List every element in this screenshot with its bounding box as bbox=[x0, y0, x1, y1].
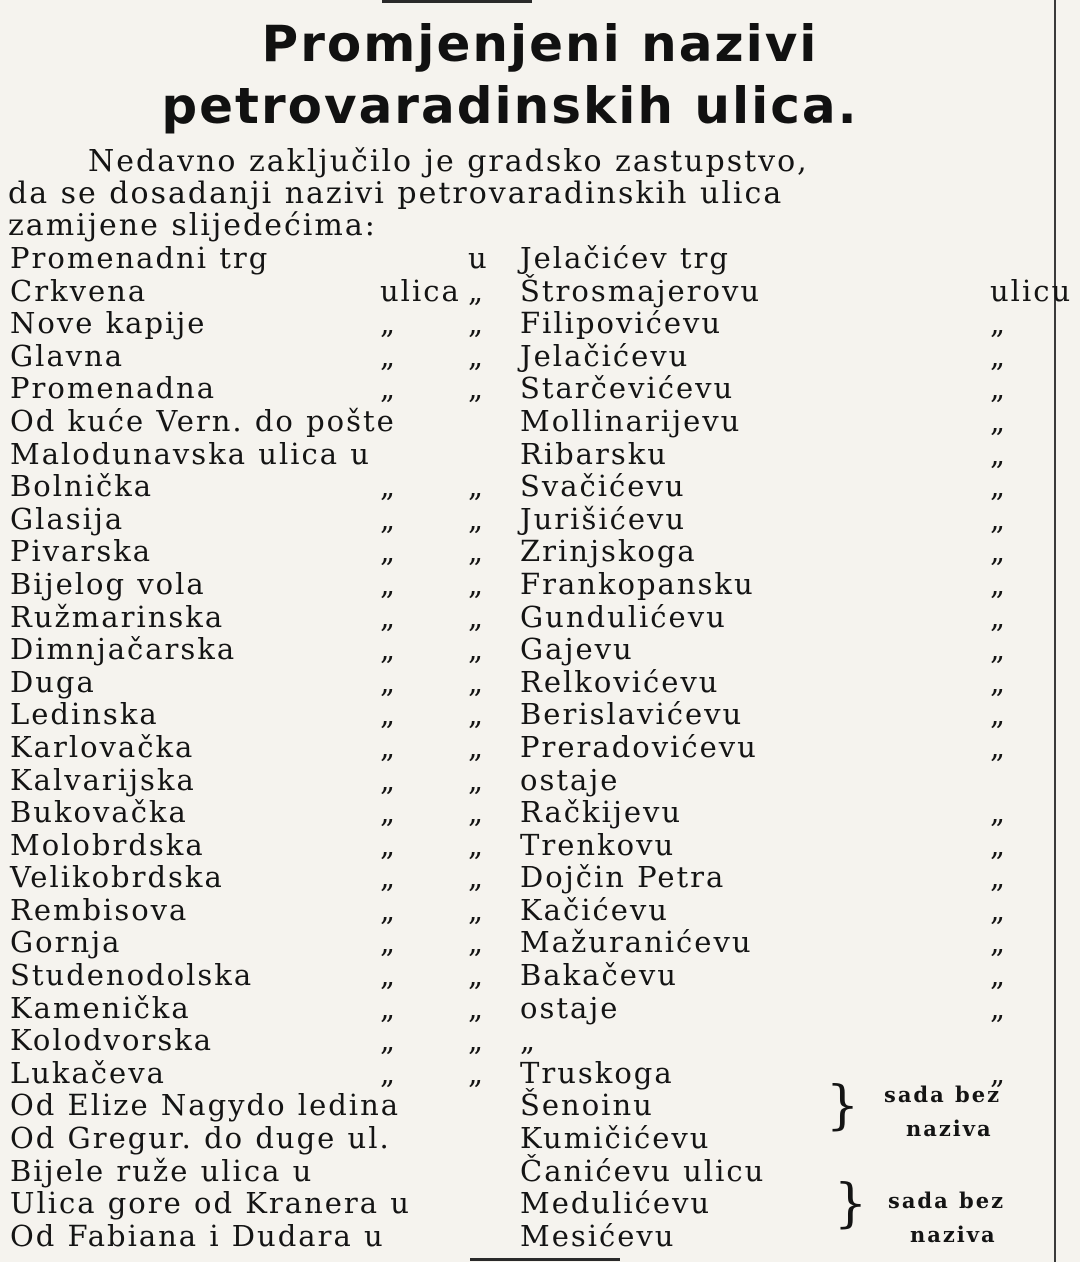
street-row bbox=[0, 405, 1054, 438]
new-name: Kačićevu bbox=[520, 892, 669, 927]
street-row bbox=[0, 861, 1054, 894]
street-row bbox=[0, 340, 1054, 373]
new-name: Mesićevu bbox=[520, 1218, 676, 1253]
old-name: Od Gregur. do duge ul. bbox=[10, 1121, 391, 1156]
old-name: Ulica gore od Kranera u bbox=[10, 1186, 411, 1221]
ditto-end: „ bbox=[990, 338, 1008, 373]
old-name: Bijele ruže ulica u bbox=[10, 1153, 314, 1188]
old-name: Karlovačka bbox=[10, 729, 195, 764]
old-name: Pivarska bbox=[10, 534, 153, 569]
ditto-2: „ bbox=[468, 697, 486, 732]
note-1-line-2: naziva bbox=[906, 1116, 993, 1141]
bottom-rule bbox=[470, 1258, 620, 1261]
old-name: Kalvarijska bbox=[10, 762, 196, 797]
old-name: Glavna bbox=[10, 338, 125, 373]
old-name: Glasija bbox=[10, 501, 125, 536]
ditto-1: „ bbox=[380, 892, 398, 927]
street-row bbox=[0, 438, 1054, 471]
old-name: Crkvena bbox=[10, 273, 148, 308]
new-name: Gundulićevu bbox=[520, 599, 727, 634]
new-name: Ribarsku bbox=[520, 436, 668, 471]
ditto-end: „ bbox=[990, 371, 1008, 406]
ditto-end: „ bbox=[990, 469, 1008, 504]
new-name: Račkijevu bbox=[520, 795, 683, 830]
street-row bbox=[0, 1155, 1054, 1188]
old-name: Promenadni trg bbox=[10, 241, 270, 275]
new-name: Medulićevu bbox=[520, 1186, 712, 1221]
street-row bbox=[0, 796, 1054, 829]
ditto-1: „ bbox=[380, 795, 398, 830]
street-row bbox=[0, 535, 1054, 568]
intro-line-2: da se dosadanji nazivi petrovaradinskih ulica bbox=[8, 176, 784, 211]
new-name: Preradovićevu bbox=[520, 729, 758, 764]
ditto-2: „ bbox=[468, 762, 486, 797]
note-1-line-1: sada bez bbox=[884, 1082, 1002, 1107]
old-name: Gornja bbox=[10, 925, 122, 960]
street-row bbox=[0, 959, 1054, 992]
ditto-1: „ bbox=[380, 501, 398, 536]
ditto-1: „ bbox=[380, 762, 398, 797]
old-name: Ružmarinska bbox=[10, 599, 225, 634]
old-name: Bijelog vola bbox=[10, 566, 206, 601]
ditto-1: ulica bbox=[380, 273, 461, 308]
headline-line-1: Promjenjeni nazivi bbox=[261, 15, 819, 73]
ditto-2: „ bbox=[468, 1055, 486, 1090]
new-name: Berislavićevu bbox=[520, 697, 744, 732]
old-name: Studenodolska bbox=[10, 958, 254, 993]
street-row bbox=[0, 698, 1054, 731]
street-row bbox=[0, 503, 1054, 536]
new-name: Dojčin Petra bbox=[520, 860, 726, 895]
street-row bbox=[0, 470, 1054, 503]
ditto-end: „ bbox=[990, 860, 1008, 895]
top-rule bbox=[382, 0, 532, 3]
brace-2: } bbox=[834, 1174, 868, 1234]
street-row bbox=[0, 633, 1054, 666]
note-2-line-1: sada bez bbox=[888, 1188, 1006, 1213]
ditto-2: „ bbox=[468, 469, 486, 504]
old-name: Kolodvorska bbox=[10, 1023, 214, 1058]
new-name: ostaje bbox=[520, 990, 620, 1025]
ditto-2: „ bbox=[468, 534, 486, 569]
old-name: Lukačeva bbox=[10, 1055, 166, 1090]
new-name: Čanićevu ulicu bbox=[520, 1153, 766, 1188]
street-row bbox=[0, 1220, 1054, 1253]
old-name: Malodunavska ulica u bbox=[10, 436, 371, 471]
ditto-end: „ bbox=[990, 729, 1008, 764]
ditto-2: „ bbox=[468, 958, 486, 993]
street-row bbox=[0, 926, 1054, 959]
ditto-2: „ bbox=[468, 632, 486, 667]
street-row bbox=[0, 1024, 1054, 1057]
ditto-1: „ bbox=[380, 469, 398, 504]
ditto-end: „ bbox=[990, 664, 1008, 699]
ditto-2: „ bbox=[468, 664, 486, 699]
ditto-end: „ bbox=[990, 566, 1008, 601]
old-name: Promenadna bbox=[10, 371, 216, 406]
ditto-end: „ bbox=[990, 1055, 1008, 1090]
ditto-end: „ bbox=[990, 534, 1008, 569]
ditto-2: „ bbox=[468, 827, 486, 862]
ditto-1: „ bbox=[380, 534, 398, 569]
new-name: Filipovićevu bbox=[520, 306, 723, 341]
ditto-end: „ bbox=[990, 892, 1008, 927]
street-row bbox=[0, 764, 1054, 797]
street-row bbox=[0, 829, 1054, 862]
ditto-end: „ bbox=[990, 697, 1008, 732]
ditto-end: „ bbox=[990, 436, 1008, 471]
ditto-2: „ bbox=[468, 990, 486, 1025]
ditto-end: „ bbox=[990, 501, 1008, 536]
note-2-line-2: naziva bbox=[910, 1222, 997, 1247]
old-name: Velikobrdska bbox=[10, 860, 224, 895]
old-name: Rembisova bbox=[10, 892, 189, 927]
new-name: Starčevićevu bbox=[520, 371, 735, 406]
ditto-1: „ bbox=[380, 632, 398, 667]
ditto-1: „ bbox=[380, 338, 398, 373]
ditto-2: „ bbox=[468, 273, 486, 308]
ditto-1: „ bbox=[380, 697, 398, 732]
ditto-end: „ bbox=[990, 306, 1008, 341]
street-row bbox=[0, 1122, 1054, 1155]
street-row bbox=[0, 601, 1054, 634]
intro-line-3: zamijene slijedećima: bbox=[8, 208, 377, 243]
new-name: Zrinjskoga bbox=[520, 534, 697, 569]
street-row bbox=[0, 894, 1054, 927]
ditto-2: „ bbox=[468, 566, 486, 601]
old-name: Kamenička bbox=[10, 990, 191, 1025]
new-name: Jurišićevu bbox=[520, 501, 687, 536]
old-name: Nove kapije bbox=[10, 306, 207, 341]
intro-line-1: Nedavno zaključilo je gradsko zastupstvo, bbox=[88, 144, 809, 179]
ditto-end: „ bbox=[990, 795, 1008, 830]
old-name: Od Elize Nagydo ledina bbox=[10, 1088, 401, 1123]
new-name: Bakačevu bbox=[520, 958, 678, 993]
ditto-1: „ bbox=[380, 566, 398, 601]
new-name: Kumičićevu bbox=[520, 1121, 711, 1156]
new-name: „ bbox=[520, 1023, 538, 1058]
ditto-end: „ bbox=[990, 958, 1008, 993]
ditto-2: „ bbox=[468, 338, 486, 373]
ditto-2: „ bbox=[468, 371, 486, 406]
new-name: Mažuranićevu bbox=[520, 925, 753, 960]
ditto-1: „ bbox=[380, 827, 398, 862]
old-name: Od kuće Vern. do pošte bbox=[10, 403, 396, 438]
new-name: Relkovićevu bbox=[520, 664, 720, 699]
new-name: Svačićevu bbox=[520, 469, 686, 504]
street-row bbox=[0, 242, 1054, 275]
ditto-1: „ bbox=[380, 664, 398, 699]
ditto-2: „ bbox=[468, 306, 486, 341]
ditto-2: „ bbox=[468, 892, 486, 927]
old-name: Duga bbox=[10, 664, 96, 699]
ditto-1: „ bbox=[380, 729, 398, 764]
ditto-1: „ bbox=[380, 1055, 398, 1090]
ditto-1: „ bbox=[380, 599, 398, 634]
ditto-end: „ bbox=[990, 632, 1008, 667]
ditto-end: „ bbox=[990, 827, 1008, 862]
ditto-end: „ bbox=[990, 925, 1008, 960]
ditto-1: „ bbox=[380, 958, 398, 993]
new-name: Frankopansku bbox=[520, 566, 755, 601]
column-rule bbox=[1054, 0, 1056, 1262]
new-name: Truskoga bbox=[520, 1055, 674, 1090]
ditto-2: „ bbox=[468, 795, 486, 830]
ditto-2: u bbox=[468, 241, 489, 275]
new-name: Štrosmajerovu bbox=[520, 273, 762, 308]
street-row bbox=[0, 372, 1054, 405]
ditto-1: „ bbox=[380, 1023, 398, 1058]
ditto-1: „ bbox=[380, 925, 398, 960]
street-row bbox=[0, 568, 1054, 601]
ditto-1: „ bbox=[380, 306, 398, 341]
ditto-end: ulicu bbox=[990, 273, 1073, 308]
street-row bbox=[0, 307, 1054, 340]
ditto-2: „ bbox=[468, 1023, 486, 1058]
new-name: Šenoinu bbox=[520, 1088, 654, 1123]
ditto-end: „ bbox=[990, 403, 1008, 438]
street-row bbox=[0, 273, 1073, 308]
ditto-2: „ bbox=[468, 599, 486, 634]
street-row bbox=[0, 992, 1054, 1025]
ditto-2: „ bbox=[468, 501, 486, 536]
old-name: Dimnjačarska bbox=[10, 632, 237, 667]
ditto-2: „ bbox=[468, 729, 486, 764]
ditto-1: „ bbox=[380, 990, 398, 1025]
old-name: Od Fabiana i Dudara u bbox=[10, 1218, 385, 1253]
old-name: Ledinska bbox=[10, 697, 159, 732]
ditto-end: „ bbox=[990, 990, 1008, 1025]
old-name: Bolnička bbox=[10, 469, 154, 504]
ditto-1: „ bbox=[380, 371, 398, 406]
brace-1: } bbox=[826, 1076, 860, 1136]
old-name: Molobrdska bbox=[10, 827, 205, 862]
new-name: Mollinarijevu bbox=[520, 403, 742, 438]
new-name: ostaje bbox=[520, 762, 620, 797]
headline-line-2: petrovaradinskih ulica. bbox=[161, 77, 859, 135]
street-row bbox=[0, 666, 1054, 699]
new-name: Gajevu bbox=[520, 632, 634, 667]
new-name: Jelačićevu bbox=[520, 338, 690, 373]
ditto-2: „ bbox=[468, 925, 486, 960]
old-name: Bukovačka bbox=[10, 795, 188, 830]
ditto-end: „ bbox=[990, 599, 1008, 634]
new-name: Jelačićev trg bbox=[520, 241, 730, 275]
ditto-2: „ bbox=[468, 860, 486, 895]
ditto-1: „ bbox=[380, 860, 398, 895]
new-name: Trenkovu bbox=[520, 827, 676, 862]
street-row bbox=[0, 731, 1054, 764]
